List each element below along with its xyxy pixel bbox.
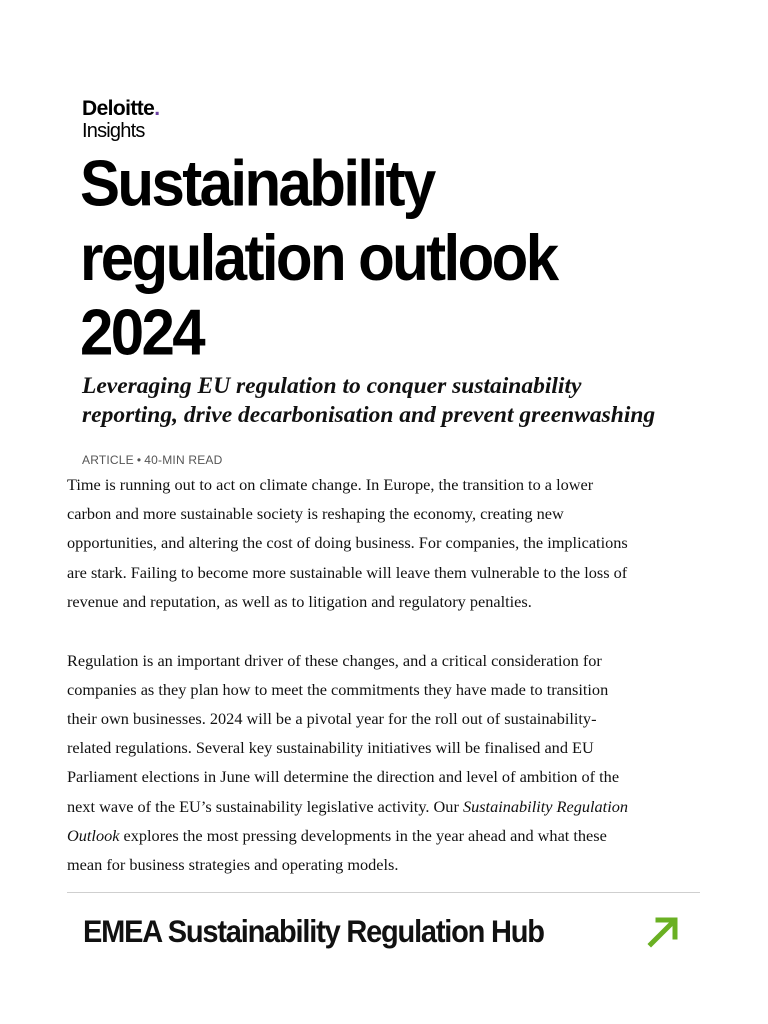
text-line: mean for business strategies and operating models. — [67, 854, 399, 874]
text-line: are stark. Failing to become more sustainable will leave them vulnerable to the loss of — [67, 562, 628, 582]
deloitte-insights-logo — [82, 98, 282, 142]
subtitle-line: reporting, drive decarbonisation and prevent greenwashing — [82, 402, 656, 428]
text-line: related regulations. Several key sustainability initiatives will be finalised and EU — [67, 738, 594, 758]
article-type: ARTICLE — [82, 453, 134, 467]
report-title-italic: Outlook — [67, 825, 120, 845]
text-line: carbon and more sustainable society is reshaping the economy, creating new — [67, 504, 564, 524]
emea-hub-link[interactable] — [83, 907, 703, 957]
text-line: opportunities, and altering the cost of doing business. For companies, the implications — [67, 533, 628, 553]
paragraph-2 — [67, 646, 707, 880]
article-body — [67, 470, 707, 879]
text-line — [67, 792, 707, 821]
paragraph-1 — [67, 470, 707, 616]
logo-sub-text: Insights — [82, 120, 145, 142]
meta-separator: • — [136, 453, 142, 467]
logo-dot: . — [154, 97, 160, 120]
title-line: Sustainability — [80, 147, 434, 220]
section-divider — [67, 892, 700, 893]
article-meta — [82, 453, 223, 467]
text-line: revenue and reputation, as well as to litigation and regulatory penalties. — [67, 591, 532, 611]
text-line: their own businesses. 2024 will be a pivotal year for the roll out of sustainability- — [67, 708, 597, 728]
report-title-italic: Sustainability Regulation — [462, 796, 628, 816]
text-line — [67, 821, 707, 850]
text-line: companies as they plan how to meet the commitments they have made to transition — [67, 679, 609, 699]
read-time: 40-MIN READ — [144, 453, 223, 467]
text-fragment: explores the most pressing developments in the year ahead and what these — [119, 825, 607, 845]
hub-title: EMEA Sustainability Regulation Hub — [83, 913, 544, 950]
article-subtitle — [82, 372, 742, 430]
article-title — [80, 146, 740, 370]
title-line: regulation outlook — [80, 221, 557, 294]
logo-brand-text: Deloitte — [82, 97, 155, 120]
text-fragment: next wave of the EU’s sustainability legislative activity. Our — [67, 796, 463, 816]
arrow-up-right-icon — [643, 912, 683, 952]
title-line: 2024 — [80, 296, 204, 369]
text-line: Time is running out to act on climate change. In Europe, the transition to a lower — [67, 475, 594, 494]
text-line: Parliament elections in June will determine the direction and level of ambition of the — [67, 767, 620, 787]
subtitle-line: Leveraging EU regulation to conquer sustainability — [82, 373, 582, 399]
text-line: Regulation is an important driver of these changes, and a critical consideration for — [67, 650, 602, 670]
